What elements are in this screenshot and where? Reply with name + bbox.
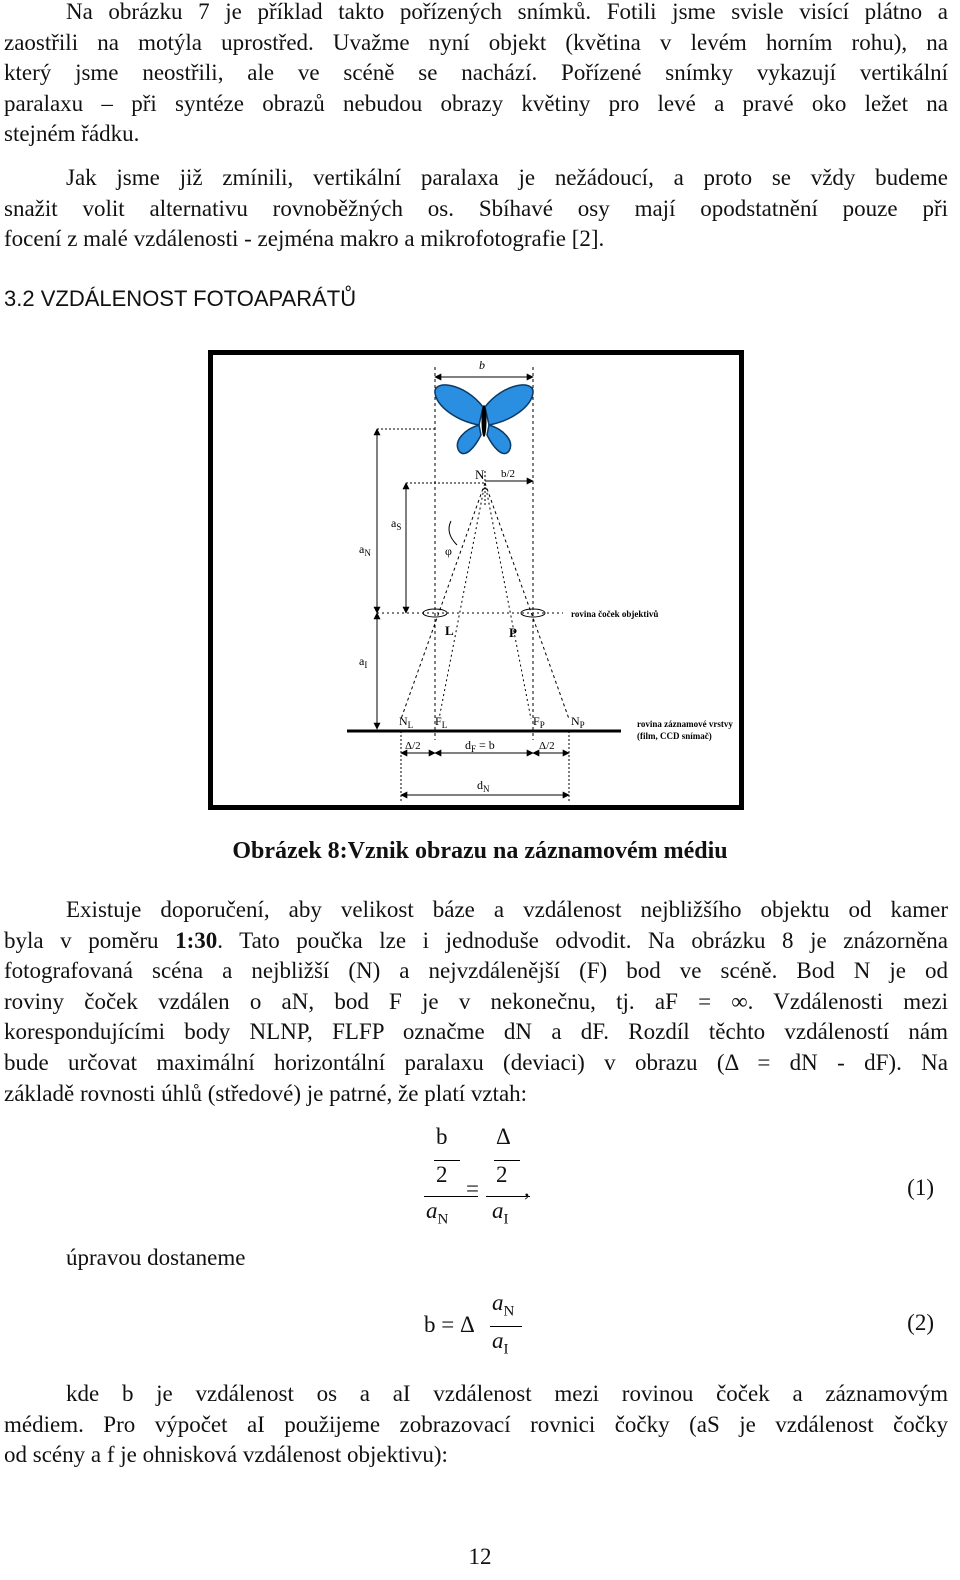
text-line: Jak jsme již zmínili, vertikální paralaxa je nežádoucí, a proto se vždy budeme <box>66 165 948 190</box>
svg-text:dF = b: $d_F = b$ <box>465 738 495 754</box>
text-line: Existuje doporučení, aby velikost báze a vzdálenost nejbližšího objektu od kamer <box>66 897 948 922</box>
text-line: médiem. Pro výpočet aI použijeme zobrazovací rovnici čočky (aS je vzdálenost čočky <box>4 1411 948 1437</box>
label-b-half: b/2 <box>501 468 516 480</box>
figure-diagram <box>213 355 739 805</box>
text-line: byla v poměru 1:30. Tato poučka lze i jednoduše odvodit. Na obrázku 8 je znázorněna <box>4 927 948 953</box>
equation-1-number: (1) <box>907 1175 934 1200</box>
text-line: focení z malé vzdálenosti - zejména makro a mikrofotografie [2]. <box>4 226 605 252</box>
section-heading <box>4 286 356 312</box>
text-line: Na obrázku 7 je příklad takto pořízených snímků. Fotili jsme svisle visící plátno a <box>66 0 948 24</box>
text-line: snažit volit alternativu rovnoběžných os. Sbíhavé osy mají opodstatnění pouze při <box>4 195 948 221</box>
equation-2: b = Δ $a_N$ $a_I$ <box>424 1290 544 1370</box>
text-line: zaostřili na motýla uprostřed. Uvažme nyní objekt (květina v levém horním rohu), na <box>4 29 948 55</box>
label-phi: φ <box>445 544 452 558</box>
svg-text:aN: $a_N$ <box>359 542 371 558</box>
butterfly-icon <box>435 385 533 454</box>
text-line: kde b je vzdálenost os a aI vzdálenost mezi rovinou čoček a záznamovým <box>66 1381 948 1406</box>
label-N: N <box>475 467 485 482</box>
text-line: stejném řádku. <box>4 121 140 147</box>
label-delta-half-right: Δ/2 <box>539 740 555 752</box>
label-record-plane: rovina záznamové vrstvy <box>637 719 733 729</box>
label-lens-plane: rovina čoček objektivů <box>571 609 659 619</box>
label-delta-half-left: Δ/2 <box>405 740 421 752</box>
paragraph-2 <box>4 163 948 255</box>
equation-1: b 2 $a_N$ = Δ 2 $a_I$ , <box>426 1124 530 1228</box>
svg-text:FP: $F_P$ <box>533 714 545 730</box>
svg-text:aS: $a_S$ <box>391 516 402 532</box>
page-number: 12 <box>468 1544 492 1569</box>
label-L: L <box>445 623 454 638</box>
paragraph-3 <box>4 895 948 1109</box>
text-line: od scény a f je ohnisková vzdálenost objektivu): <box>4 1442 448 1468</box>
figure-frame <box>208 350 744 810</box>
label-P: P <box>509 625 517 640</box>
figure-caption: Obrázek 8:Vznik obrazu na záznamovém médiu <box>232 838 728 864</box>
text-line: který jsme neostřili, ale ve scéně se nachází. Pořízené snímky vykazují vertikální <box>4 60 948 86</box>
equation-2-number: (2) <box>907 1310 934 1335</box>
svg-text:dN: $d_N$ <box>477 778 490 794</box>
label-record-plane-2: (film, CCD snímač) <box>637 731 712 741</box>
svg-text:NL: $N_L$ <box>399 714 414 730</box>
text-line: korespondujícími body NLNP, FLFP označme dN a dF. Rozdíl těchto vzdáleností nám <box>4 1019 948 1045</box>
svg-text:NP: $N_P$ <box>571 714 585 730</box>
svg-text:aI: $a_I$ <box>359 654 368 670</box>
text-line: roviny čoček vzdálen o aN, bod F je v nekonečnu, tj. aF = ∞. Vzdálenosti mezi <box>4 988 948 1014</box>
svg-text:FL: $F_L$ <box>435 714 448 730</box>
adjust-text: úpravou dostaneme <box>66 1245 246 1270</box>
text-line: paralaxu – při syntéze obrazů nebudou obrazy květiny pro levé a pravé oko ležet na <box>4 90 948 116</box>
label-b: b <box>479 358 485 372</box>
paragraph-4 <box>4 1379 948 1471</box>
section-number: 3.2 <box>4 286 35 311</box>
section-title: VZDÁLENOST FOTOAPARÁTŮ <box>40 286 357 311</box>
text-line: fotografovaná scéna a nejbližší (N) a nejvzdálenější (F) bod ve scéně. Bod N je od <box>4 958 948 984</box>
paragraph-1 <box>4 0 948 150</box>
text-line: základě rovnosti úhlů (středové) je patrné, že platí vztah: <box>4 1080 528 1106</box>
text-line: bude určovat maximální horizontální paralaxu (deviaci) v obrazu (Δ = dN - dF). Na <box>4 1049 948 1075</box>
